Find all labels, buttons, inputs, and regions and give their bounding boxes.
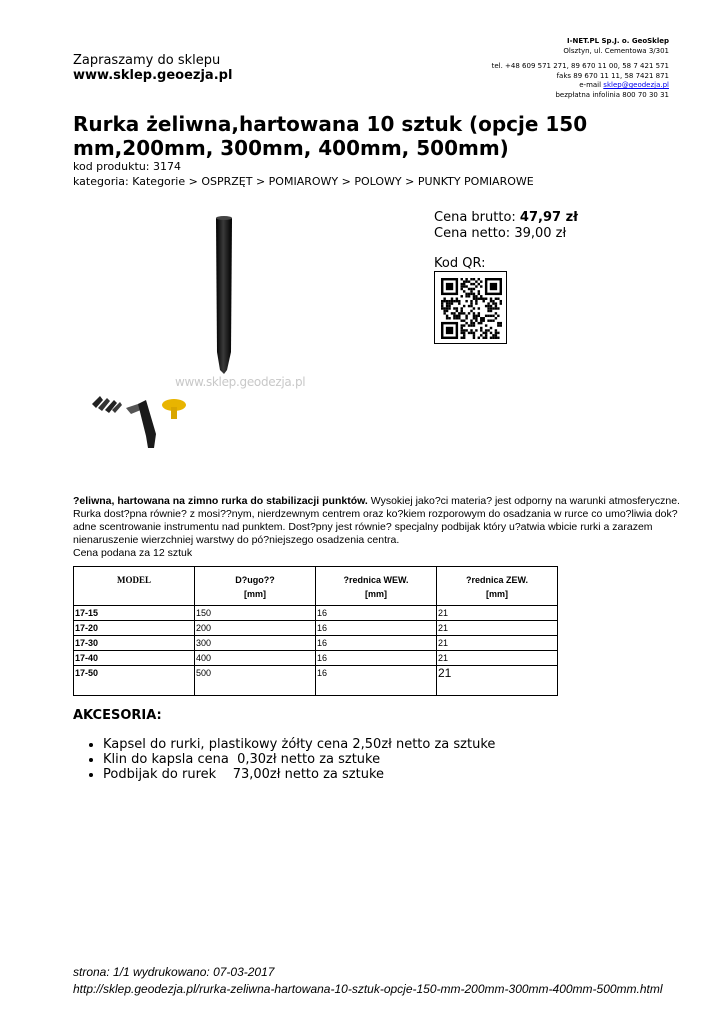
cell-model: 17-20	[74, 621, 195, 636]
company-fax: faks 89 670 11 11, 58 7421 871	[556, 71, 669, 80]
price-net-line	[434, 226, 578, 242]
price-net: 39,00 zł	[514, 226, 567, 241]
col-header-model	[74, 567, 195, 606]
cell-inner: 16	[316, 666, 437, 696]
price-block	[434, 210, 578, 242]
qr-code-graphic	[441, 278, 502, 339]
cell-outer: 21	[437, 651, 558, 666]
company-info	[492, 37, 669, 101]
product-code: kod produktu: 3174	[73, 160, 181, 173]
shop-welcome	[73, 53, 232, 83]
qr-label: Kod QR:	[434, 256, 486, 271]
pipe-body	[216, 218, 232, 374]
col-header-outer-label: ?rednica ZEW.	[465, 575, 528, 585]
qr-code	[434, 271, 507, 344]
price-gross-label: Cena brutto:	[434, 210, 520, 225]
cell-model: 17-40	[74, 651, 195, 666]
footer-page-line: strona: 1/1 wydrukowano: 07-03-2017	[73, 965, 275, 979]
cell-length: 500	[195, 666, 316, 696]
product-description	[73, 495, 683, 560]
col-header-model-label: MODEL	[116, 575, 151, 585]
price-note: Cena podana za 12 sztuk	[73, 547, 193, 559]
product-image	[86, 212, 306, 452]
col-header-length	[195, 567, 316, 606]
spec-table	[73, 566, 558, 696]
watermark: www.sklep.geodezja.pl	[175, 375, 306, 389]
cell-inner: 16	[316, 606, 437, 621]
shop-url[interactable]: www.sklep.geoezja.pl	[73, 68, 233, 83]
cell-length: 200	[195, 621, 316, 636]
list-item: • Klin do kapsla cena 0,30zł netto za sztuke	[103, 752, 495, 767]
table-row	[74, 621, 558, 636]
product-photo	[86, 212, 306, 452]
footer-url: http://sklep.geodezja.pl/rurka-zeliwna-hartowana-10-sztuk-opcje-150-mm-200mm-300mm-400mm-500mm.html	[73, 982, 663, 996]
company-name: I-NET.PL Sp.J. o. GeoSklep	[566, 37, 669, 45]
company-address: Olsztyn, ul. Cementowa 3/301	[563, 46, 669, 55]
table-row	[74, 666, 558, 696]
cell-outer: 21	[437, 666, 558, 696]
description-body: Wysokiej jako?ci materia? jest odporny na warunki atmosferyczne. Rurka dost?pna równie? z mosi??nym, nierdzewnym centrem oraz ko?kiem rozporowym do osadzania w rurce co umo?liwia dok?adne scentrowanie instrumentu nad punktem. Dost?pny jest równie? specjalny podbijak który u?atwia wbicie rurki a zarazem nienaruszenie wierzchniej warstwy do pó?niejszego osadzenia centra.	[73, 495, 680, 546]
cell-model: 17-15	[74, 606, 195, 621]
page-footer	[73, 964, 663, 998]
product-title: Rurka żeliwna,hartowana 10 sztuk (opcje 150 mm,200mm, 300mm, 400mm, 500mm)	[73, 112, 588, 160]
col-header-inner-label: ?rednica WEW.	[343, 575, 409, 585]
company-tel: tel. +48 609 571 271, 89 670 11 00, 58 7 421 571	[491, 62, 669, 71]
company-email-line	[492, 81, 669, 91]
cell-length: 400	[195, 651, 316, 666]
accessories-list	[73, 737, 495, 782]
product-meta	[73, 159, 534, 189]
col-header-outer-diameter	[437, 567, 558, 606]
cell-length: 150	[195, 606, 316, 621]
table-header-row	[74, 567, 558, 606]
email-prefix: e-mail	[579, 81, 604, 90]
accessories-title: AKCESORIA:	[73, 708, 162, 723]
product-category: kategoria: Kategorie > OSPRZĘT > POMIAROWY > POLOWY > PUNKTY POMIAROWE	[73, 175, 534, 188]
cell-outer: 21	[437, 636, 558, 651]
description-text	[73, 495, 683, 547]
company-infoline: bezpłatna infolinia 800 70 30 31	[555, 90, 669, 99]
description-lead: ?eliwna, hartowana na zimno rurka do stabilizacji punktów.	[73, 495, 368, 507]
col-header-inner-unit: [mm]	[365, 589, 387, 599]
price-net-label: Cena netto:	[434, 226, 515, 241]
col-header-inner-diameter	[316, 567, 437, 606]
cell-model: 17-30	[74, 636, 195, 651]
cell-model: 17-50	[74, 666, 195, 696]
table-row	[74, 606, 558, 621]
price-gross: 47,97 zł	[519, 210, 578, 225]
table-row	[74, 651, 558, 666]
col-header-length-unit: [mm]	[244, 589, 266, 599]
price-gross-line	[434, 210, 578, 226]
col-header-outer-unit: [mm]	[486, 589, 508, 599]
col-header-length-label: D?ugo??	[235, 575, 275, 585]
cell-inner: 16	[316, 651, 437, 666]
cell-length: 300	[195, 636, 316, 651]
list-item: • Podbijak do rurek 73,00zł netto za sztuke	[103, 767, 495, 782]
cell-inner: 16	[316, 621, 437, 636]
cell-outer: 21	[437, 621, 558, 636]
table-row	[74, 636, 558, 651]
cell-inner: 16	[316, 636, 437, 651]
welcome-text: Zapraszamy do sklepu	[73, 53, 221, 68]
email-link[interactable]: sklep@geodezja.pl	[603, 81, 669, 90]
cell-outer: 21	[437, 606, 558, 621]
list-item: • Kapsel do rurki, plastikowy żółty cena 2,50zł netto za sztuke	[103, 737, 495, 752]
